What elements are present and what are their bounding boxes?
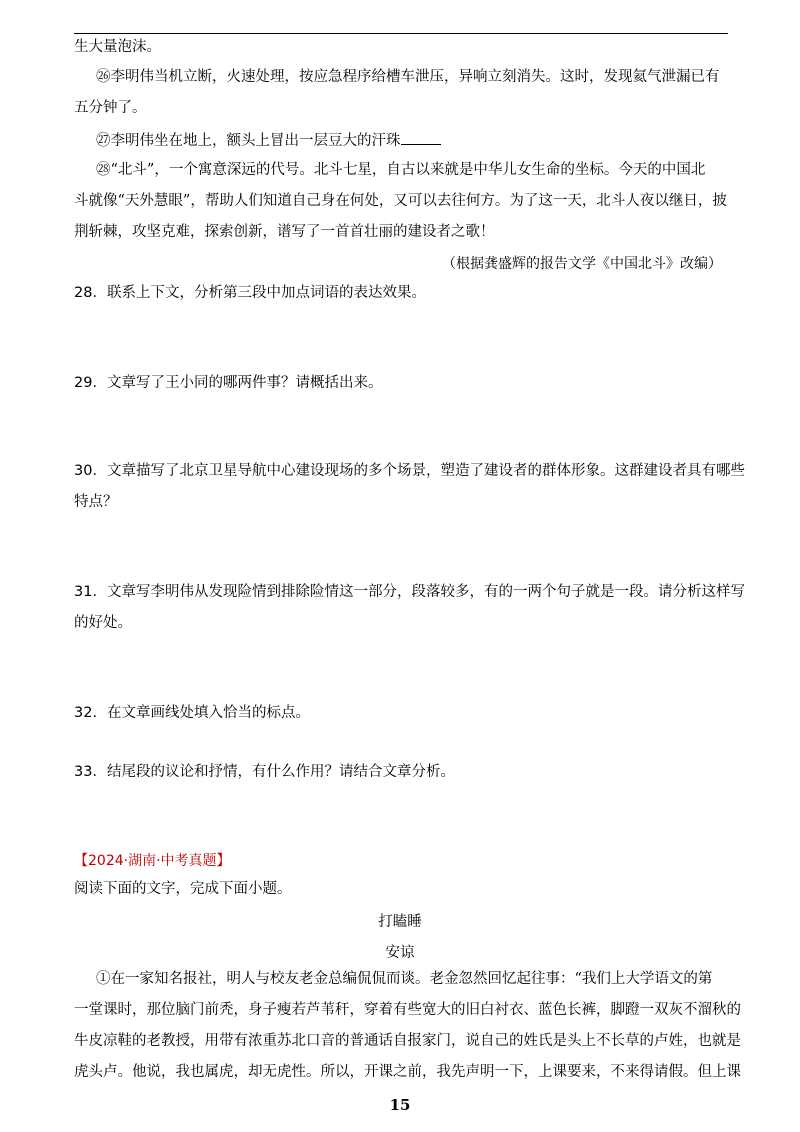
exam-source-tag: 【2024·湖南·中考真题】 xyxy=(74,853,231,869)
passage-line: 斗就像“天外慧眼”，帮助人们知道自己身在何处，又可以去往何方。为了这一天，北斗人夜以继日，披 xyxy=(74,193,727,209)
passage-line-with-blank xyxy=(96,130,441,150)
question-28: 28．联系上下文，分析第三段中加点词语的表达效果。 xyxy=(74,285,426,301)
question-30: 30．文章描写了北京卫星导航中心建设现场的多个场景，塑造了建设者的群体形象。这群建设者具有哪些 xyxy=(74,463,745,479)
page-number: 15 xyxy=(389,1096,411,1114)
passage-line: 五分钟了。 xyxy=(74,100,147,116)
question-30-cont: 特点？ xyxy=(74,494,118,510)
article-title: 打瞌睡 xyxy=(378,914,422,930)
question-32: 32．在文章画线处填入恰当的标点。 xyxy=(74,705,310,721)
passage-line: ㉘“北斗”，一个寓意深远的代号。北斗七星，自古以来就是中华儿女生命的坐标。今天的中国北 xyxy=(96,162,706,178)
passage-line-text: ㉗李明伟坐在地上，额头上冒出一层豆大的汗珠 xyxy=(96,133,401,149)
passage-line: ㉖李明伟当机立断，火速处理，按应急程序给槽车泄压，异响立刻消失。这时，发现氦气泄漏已有 xyxy=(96,69,720,85)
passage-source: （根据龚盛辉的报告文学《中国北斗》改编） xyxy=(442,256,722,272)
question-31-cont: 的好处。 xyxy=(74,615,132,631)
passage-line: 荆斩棘，攻坚克难，探索创新，谱写了一首首壮丽的建设者之歌！ xyxy=(74,224,495,240)
header-rule xyxy=(74,33,728,34)
question-31: 31．文章写李明伟从发现险情到排除险情这一部分，段落较多，有的一两个句子就是一段。请分析这样写 xyxy=(74,584,745,600)
fill-blank-line xyxy=(401,130,441,145)
passage-line: 生大量泡沫。 xyxy=(74,39,161,55)
article-author: 安谅 xyxy=(385,945,415,961)
question-29: 29．文章写了王小同的哪两件事？请概括出来。 xyxy=(74,375,383,391)
article-line: 牛皮凉鞋的老教授，用带有浓重苏北口音的普通话自报家门，说自己的姓氏是头上不长草的卢姓，也就是 xyxy=(74,1033,741,1049)
article-line: 虎头卢。他说，我也属虎，却无虎性。所以，开课之前，我先声明一下，上课要来，不来得请假。但上课 xyxy=(74,1064,741,1080)
article-line: ①在一家知名报社，明人与校友老金总编侃侃而谈。老金忽然回忆起往事：“我们上大学语文的第 xyxy=(96,971,713,987)
reading-instruction: 阅读下面的文字，完成下面小题。 xyxy=(74,881,292,897)
article-line: 一堂课时，那位脑门前秃，身子瘦若芦苇秆，穿着有些宽大的旧白衬衣、蓝色长裤，脚蹬一双灰不溜秋的 xyxy=(74,1002,741,1018)
question-33: 33．结尾段的议论和抒情，有什么作用？请结合文章分析。 xyxy=(74,764,455,780)
